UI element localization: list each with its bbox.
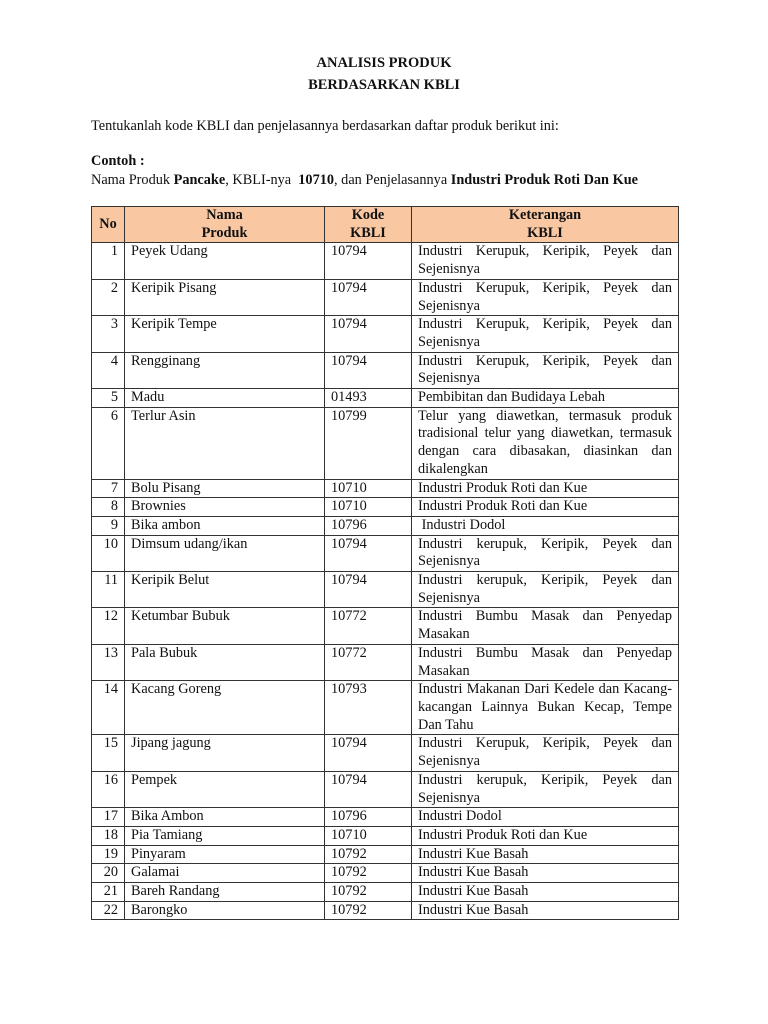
cell-no: 11 [92, 572, 125, 608]
header-no: No [92, 207, 125, 243]
cell-no: 17 [92, 808, 125, 827]
cell-no: 22 [92, 901, 125, 920]
cell-produk: Galamai [125, 864, 325, 883]
kbli-table [91, 206, 679, 920]
cell-keterangan: Industri Kue Basah [412, 864, 679, 883]
table-row [92, 608, 679, 644]
instruction-text: Tentukanlah kode KBLI dan penjelasannya berdasarkan daftar produk berikut ini: [91, 118, 559, 134]
cell-kode: 10772 [325, 608, 412, 644]
table-header-row [92, 207, 679, 243]
cell-produk: Pempek [125, 771, 325, 807]
example-code: 10710 [298, 172, 335, 188]
cell-keterangan: Industri Makanan Dari Kedele dan Kacang-kacangan Lainnya Bukan Kecap, Tempe Dan Tahu [412, 681, 679, 735]
cell-produk: Barongko [125, 901, 325, 920]
example-middle2: , dan Penjelasannya [334, 172, 451, 188]
cell-keterangan: Telur yang diawetkan, termasuk produk tradisional telur yang diawetkan, termasuk dengan cara dibasakan, diasinkan dan dikalengkan [412, 407, 679, 479]
cell-keterangan: Industri Produk Roti dan Kue [412, 479, 679, 498]
header-nama-line1: Nama [206, 207, 243, 223]
cell-kode: 10794 [325, 572, 412, 608]
table-row [92, 883, 679, 902]
cell-produk: Brownies [125, 498, 325, 517]
header-kode-line1: Kode [351, 207, 385, 223]
table-row [92, 572, 679, 608]
cell-kode: 10792 [325, 845, 412, 864]
cell-kode: 10794 [325, 771, 412, 807]
table-row [92, 479, 679, 498]
cell-keterangan: Industri Kerupuk, Keripik, Peyek dan Sejenisnya [412, 316, 679, 352]
header-nama-produk [125, 207, 325, 243]
cell-keterangan: Industri Kue Basah [412, 883, 679, 902]
cell-produk: Rengginang [125, 352, 325, 388]
example-product: Pancake [173, 172, 226, 188]
cell-produk: Keripik Tempe [125, 316, 325, 352]
table-row [92, 808, 679, 827]
table-row [92, 845, 679, 864]
cell-keterangan: Industri Dodol [412, 516, 679, 535]
header-kode-line2: KBLI [350, 224, 386, 241]
cell-no: 19 [92, 845, 125, 864]
cell-no: 4 [92, 352, 125, 388]
cell-no: 12 [92, 608, 125, 644]
cell-keterangan: Industri Kerupuk, Keripik, Peyek dan Sejenisnya [412, 243, 679, 279]
cell-no: 15 [92, 735, 125, 771]
table-row [92, 644, 679, 680]
cell-produk: Madu [125, 389, 325, 408]
table-row [92, 901, 679, 920]
cell-keterangan: Industri Produk Roti dan Kue [412, 826, 679, 845]
example-middle: , KBLI-nya [225, 172, 299, 188]
table-row [92, 352, 679, 388]
cell-kode: 01493 [325, 389, 412, 408]
cell-keterangan: Pembibitan dan Budidaya Lebah [412, 389, 679, 408]
table-row [92, 243, 679, 279]
cell-keterangan: Industri kerupuk, Keripik, Peyek dan Sejenisnya [412, 572, 679, 608]
cell-keterangan: Industri kerupuk, Keripik, Peyek dan Sejenisnya [412, 771, 679, 807]
cell-kode: 10710 [325, 498, 412, 517]
cell-kode: 10794 [325, 243, 412, 279]
cell-no: 2 [92, 279, 125, 315]
header-ket-line1: Keterangan [508, 207, 582, 223]
table-row [92, 826, 679, 845]
cell-produk: Pinyaram [125, 845, 325, 864]
cell-keterangan: Industri Bumbu Masak dan Penyedap Masakan [412, 608, 679, 644]
title-line-1: ANALISIS PRODUK [316, 55, 452, 71]
cell-produk: Terlur Asin [125, 407, 325, 479]
cell-no: 7 [92, 479, 125, 498]
cell-no: 3 [92, 316, 125, 352]
cell-keterangan: Industri Kerupuk, Keripik, Peyek dan Sejenisnya [412, 735, 679, 771]
header-keterangan [412, 207, 679, 243]
cell-kode: 10794 [325, 352, 412, 388]
cell-produk: Ketumbar Bubuk [125, 608, 325, 644]
cell-no: 16 [92, 771, 125, 807]
cell-produk: Bareh Randang [125, 883, 325, 902]
cell-produk: Kacang Goreng [125, 681, 325, 735]
cell-keterangan: Industri Kerupuk, Keripik, Peyek dan Sejenisnya [412, 352, 679, 388]
cell-produk: Keripik Pisang [125, 279, 325, 315]
table-body [92, 243, 679, 920]
cell-keterangan: Industri Produk Roti dan Kue [412, 498, 679, 517]
cell-no: 20 [92, 864, 125, 883]
cell-keterangan: Industri kerupuk, Keripik, Peyek dan Sejenisnya [412, 535, 679, 571]
cell-kode: 10796 [325, 808, 412, 827]
header-kode-kbli [325, 207, 412, 243]
cell-keterangan: Industri Kue Basah [412, 901, 679, 920]
cell-no: 10 [92, 535, 125, 571]
cell-no: 8 [92, 498, 125, 517]
cell-no: 9 [92, 516, 125, 535]
title-line-2: BERDASARKAN KBLI [308, 77, 460, 93]
cell-no: 5 [92, 389, 125, 408]
cell-produk: Bolu Pisang [125, 479, 325, 498]
cell-kode: 10792 [325, 864, 412, 883]
table-row [92, 498, 679, 517]
cell-produk: Bika ambon [125, 516, 325, 535]
example-description: Industri Produk Roti Dan Kue [450, 172, 638, 188]
table-row [92, 407, 679, 479]
cell-kode: 10772 [325, 644, 412, 680]
cell-produk: Jipang jagung [125, 735, 325, 771]
cell-no: 21 [92, 883, 125, 902]
cell-produk: Dimsum udang/ikan [125, 535, 325, 571]
table-row [92, 389, 679, 408]
cell-kode: 10794 [325, 535, 412, 571]
cell-kode: 10799 [325, 407, 412, 479]
table-row [92, 864, 679, 883]
example-label: Contoh : [91, 153, 145, 169]
cell-kode: 10792 [325, 901, 412, 920]
cell-kode: 10796 [325, 516, 412, 535]
example-prefix: Nama Produk [91, 172, 174, 188]
cell-keterangan: Industri Bumbu Masak dan Penyedap Masakan [412, 644, 679, 680]
header-ket-line2: KBLI [527, 224, 563, 241]
cell-kode: 10793 [325, 681, 412, 735]
cell-kode: 10794 [325, 316, 412, 352]
table-row [92, 316, 679, 352]
cell-keterangan: Industri Kerupuk, Keripik, Peyek dan Sejenisnya [412, 279, 679, 315]
cell-produk: Pia Tamiang [125, 826, 325, 845]
table-row [92, 516, 679, 535]
cell-produk: Peyek Udang [125, 243, 325, 279]
cell-no: 18 [92, 826, 125, 845]
cell-produk: Pala Bubuk [125, 644, 325, 680]
cell-no: 6 [92, 407, 125, 479]
cell-no: 14 [92, 681, 125, 735]
cell-kode: 10710 [325, 479, 412, 498]
table-row [92, 771, 679, 807]
table-row [92, 735, 679, 771]
header-nama-line2: Produk [201, 224, 248, 241]
cell-produk: Keripik Belut [125, 572, 325, 608]
example-line [91, 170, 638, 190]
cell-kode: 10792 [325, 883, 412, 902]
table-row [92, 535, 679, 571]
cell-kode: 10794 [325, 735, 412, 771]
cell-kode: 10794 [325, 279, 412, 315]
table-row [92, 681, 679, 735]
cell-produk: Bika Ambon [125, 808, 325, 827]
cell-kode: 10710 [325, 826, 412, 845]
cell-no: 13 [92, 644, 125, 680]
cell-keterangan: Industri Kue Basah [412, 845, 679, 864]
cell-no: 1 [92, 243, 125, 279]
cell-keterangan: Industri Dodol [412, 808, 679, 827]
table-row [92, 279, 679, 315]
